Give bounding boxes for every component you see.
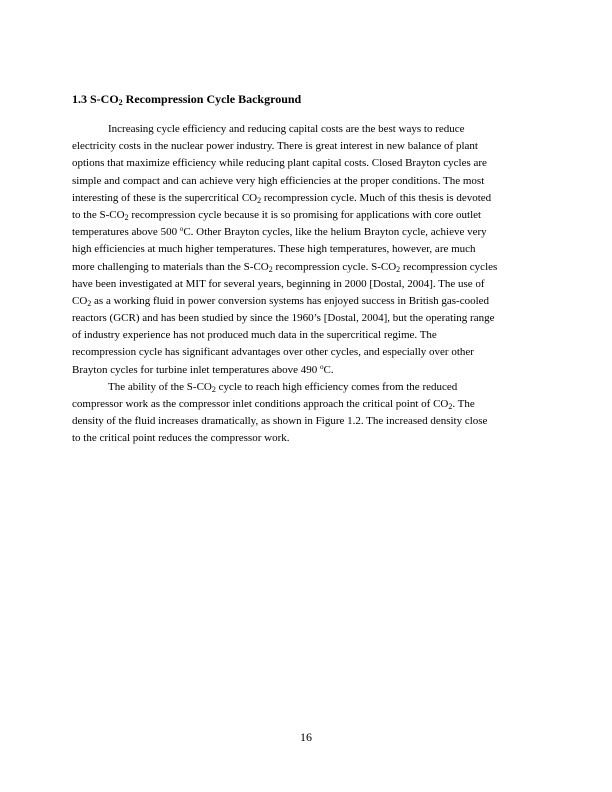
text-run: compressor work as the compressor inlet conditions approach the critical point of CO bbox=[72, 398, 449, 410]
text-line bbox=[72, 379, 546, 396]
text-line bbox=[72, 138, 546, 155]
section-number: 1.3 bbox=[72, 92, 87, 106]
text-run: C. bbox=[323, 363, 334, 376]
text-line bbox=[72, 430, 546, 447]
text-run: C. Other Brayton cycles, like the helium Brayton cycle, achieve very bbox=[183, 226, 487, 239]
subscript: 2 bbox=[87, 298, 92, 308]
text-run: have been investigated at MIT for several years, beginning in 2000 [Dostal, 2004]. The use of bbox=[72, 277, 485, 290]
text-run: to the S-CO bbox=[72, 208, 125, 221]
text-line bbox=[72, 276, 546, 293]
text-line bbox=[72, 241, 546, 258]
text-run: CO bbox=[72, 294, 88, 307]
subscript: 2 bbox=[124, 212, 129, 222]
text-line bbox=[72, 413, 546, 430]
text-line bbox=[72, 224, 546, 241]
text-run: recompression cycles bbox=[400, 260, 498, 273]
text-run: options that maximize efficiency while reducing plant capital costs. Closed Brayton cycles are bbox=[72, 157, 487, 170]
text-run: density of the fluid increases dramatically, as shown in Figure 1.2. The increased density close bbox=[72, 415, 488, 428]
text-run: temperatures above 500 bbox=[72, 226, 180, 239]
text-line bbox=[72, 207, 546, 224]
text-line bbox=[72, 362, 546, 379]
paragraph bbox=[72, 379, 546, 448]
superscript: o bbox=[320, 362, 324, 371]
text-run: simple and compact and can achieve very high efficiencies at the proper conditions. The most bbox=[72, 174, 485, 187]
text-line bbox=[72, 396, 546, 413]
text-run: more challenging to materials than the S-CO bbox=[72, 260, 269, 273]
text-run: as a working fluid in power conversion systems has enjoyed success in British gas-cooled bbox=[91, 294, 490, 307]
text-line bbox=[72, 173, 546, 190]
text-run: to the critical point reduces the compressor work. bbox=[72, 432, 290, 445]
text-run: The ability of the S-CO bbox=[108, 380, 212, 393]
text-line bbox=[72, 310, 546, 327]
section-heading bbox=[72, 92, 301, 108]
superscript: o bbox=[179, 225, 184, 234]
text-run: recompression cycle. Much of this thesis is devoted bbox=[261, 191, 492, 204]
subscript: 2 bbox=[448, 402, 453, 411]
text-line bbox=[72, 155, 546, 172]
text-run: high efficiencies at much higher temperatures. These high temperatures, however, are much bbox=[72, 243, 476, 256]
text-line bbox=[72, 327, 546, 344]
text-line bbox=[72, 259, 546, 276]
body-text bbox=[72, 121, 546, 448]
text-line bbox=[72, 190, 546, 207]
subscript: 2 bbox=[396, 264, 401, 274]
text-run: interesting of these is the supercritical CO bbox=[72, 191, 258, 204]
text-run: recompression cycle has significant advantages over other cycles, and especially over other bbox=[72, 346, 474, 359]
text-line bbox=[72, 344, 546, 361]
paragraph bbox=[72, 121, 546, 379]
section-title-subscript: 2 bbox=[118, 98, 123, 107]
text-line bbox=[72, 293, 546, 310]
subscript: 2 bbox=[211, 384, 216, 394]
subscript: 2 bbox=[268, 264, 273, 274]
section-title-suffix: Recompression Cycle Background bbox=[122, 92, 302, 106]
text-line bbox=[72, 121, 546, 138]
text-run: Increasing cycle efficiency and reducing capital costs are the best ways to reduce bbox=[108, 123, 465, 135]
text-run: recompression cycle. S-CO bbox=[272, 260, 397, 273]
text-run: electricity costs in the nuclear power industry. There is great interest in new balance of plant bbox=[72, 140, 478, 153]
page-number: 16 bbox=[300, 730, 312, 744]
text-run: recompression cycle because it is so promising for applications with core outlet bbox=[128, 208, 482, 221]
subscript: 2 bbox=[257, 195, 262, 205]
text-run: reactors (GCR) and has been studied by since the 1960’s [Dostal, 2004], but the operating range bbox=[72, 312, 495, 325]
section-title-prefix: S-CO bbox=[90, 92, 119, 106]
text-run: Brayton cycles for turbine inlet temperatures above 490 bbox=[72, 363, 321, 376]
text-run: . The bbox=[452, 398, 475, 410]
text-run: cycle to reach high efficiency comes from the reduced bbox=[215, 380, 458, 393]
text-run: of industry experience has not produced much data in the supercritical regime. The bbox=[72, 329, 437, 342]
